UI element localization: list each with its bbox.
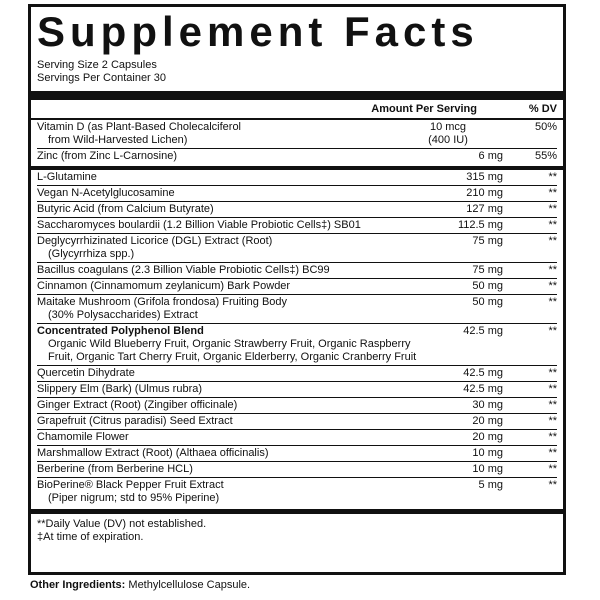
- panel-title: Supplement Facts: [37, 8, 479, 55]
- ingredient-dv: **: [548, 235, 557, 247]
- supplement-facts-panel: [28, 4, 566, 575]
- table-row: [37, 381, 557, 397]
- ingredient-dv: **: [548, 447, 557, 459]
- table-row: [37, 278, 557, 294]
- ingredient-dv: **: [548, 264, 557, 276]
- ingredient-name: Chamomile Flower: [37, 431, 129, 443]
- ingredient-dv: 50%: [534, 121, 557, 133]
- ingredient-amount: 5 mg: [478, 479, 503, 491]
- amount-header: Amount Per Serving: [371, 103, 477, 115]
- other-ingredients: [30, 579, 250, 591]
- table-row: [37, 233, 557, 262]
- ingredient-amount: 6 mg: [478, 150, 503, 162]
- ingredient-dv: **: [548, 399, 557, 411]
- ingredient-name: Vitamin D (as Plant-Based Cholecalciferol from Wild-Harvested Lichen): [37, 121, 241, 146]
- ingredient-amount: 20 mg: [472, 431, 503, 443]
- ingredient-amount: 50 mg: [472, 296, 503, 308]
- ingredient-dv: **: [548, 383, 557, 395]
- table-row: [37, 461, 557, 477]
- ingredient-amount: 75 mg: [472, 235, 503, 247]
- bottom-divider: [31, 509, 563, 514]
- table-row: [37, 120, 557, 148]
- ingredient-name: Saccharomyces boulardii (1.2 Billion Viable Probiotic Cells‡) SB01: [37, 219, 361, 231]
- footnotes: [37, 518, 557, 544]
- ingredient-dv: **: [548, 367, 557, 379]
- ingredient-amount: 10 mg: [472, 447, 503, 459]
- ingredient-name: Maitake Mushroom (Grifola frondosa) Fruiting Body (30% Polysaccharides) Extract: [37, 296, 288, 321]
- table-row: [37, 445, 557, 461]
- table-row: [37, 397, 557, 413]
- ingredient-dv: **: [548, 431, 557, 443]
- table-row: [37, 170, 557, 185]
- table-row: [37, 262, 557, 278]
- ingredient-dv: **: [548, 296, 557, 308]
- blend-row: [37, 323, 557, 365]
- table-row: [37, 477, 557, 506]
- footnote-dv: **Daily Value (DV) not established.: [37, 518, 207, 530]
- ingredient-amount: 112.5 mg: [457, 219, 503, 231]
- ingredient-dv: **: [548, 280, 557, 292]
- ingredient-amount: 50 mg: [472, 280, 503, 292]
- ingredient-name: L-Glutamine: [37, 171, 97, 183]
- column-header: [37, 102, 557, 116]
- ingredient-amount: 30 mg: [472, 399, 503, 411]
- ingredient-dv: **: [548, 219, 557, 231]
- ingredient-amount: 10 mg: [472, 463, 503, 475]
- ingredient-dv: **: [548, 187, 557, 199]
- ingredient-rows: [37, 170, 557, 506]
- ingredient-amount: 42.5 mg: [463, 383, 503, 395]
- ingredient-amount: 10 mcg (400 IU): [428, 121, 468, 146]
- ingredient-name: Ginger Extract (Root) (Zingiber officinale): [37, 399, 238, 411]
- table-row: [37, 201, 557, 217]
- table-row: [37, 429, 557, 445]
- blend-dv: **: [548, 325, 557, 337]
- ingredient-name: Slippery Elm (Bark) (Ulmus rubra): [37, 383, 203, 395]
- ingredient-name: Zinc (from Zinc L-Carnosine): [37, 150, 177, 162]
- ingredient-dv: **: [548, 463, 557, 475]
- ingredient-name: Cinnamon (Cinnamomum zeylanicum) Bark Powder: [37, 280, 291, 292]
- table-row: [37, 185, 557, 201]
- other-ingredients-label: Other Ingredients:: [30, 579, 126, 591]
- table-row: [37, 148, 557, 164]
- dv-header: % DV: [528, 103, 557, 115]
- footnote-expiration: ‡At time of expiration.: [37, 531, 144, 543]
- ingredient-name: Berberine (from Berberine HCL): [37, 463, 193, 475]
- ingredient-name: Grapefruit (Citrus paradisi) Seed Extract: [37, 415, 233, 427]
- blend-name: Concentrated Polyphenol Blend Organic Wild Blueberry Fruit, Organic Strawberry Fruit, Organic Raspberry Fruit, Organic Tart Cherry Fruit, Organic Elderberry, Organic Cranberry Fruit: [37, 325, 431, 364]
- table-row: [37, 294, 557, 323]
- ingredient-dv: **: [548, 415, 557, 427]
- ingredient-dv: **: [548, 479, 557, 491]
- table-row: [37, 217, 557, 233]
- serving-info: [37, 59, 557, 85]
- ingredient-dv: 55%: [534, 150, 557, 162]
- ingredient-amount: 210 mg: [466, 187, 503, 199]
- vitamin-rows: [37, 120, 557, 164]
- ingredient-name: Marshmallow Extract (Root) (Althaea officinalis): [37, 447, 269, 459]
- ingredient-name: Quercetin Dihydrate: [37, 367, 135, 379]
- blend-contents: Organic Wild Blueberry Fruit, Organic Strawberry Fruit, Organic Raspberry Fruit, Organic Tart Cherry Fruit, Organic Elderberry, Organic Cranberry Fruit: [48, 338, 417, 363]
- ingredient-dv: **: [548, 203, 557, 215]
- table-row: [37, 365, 557, 381]
- ingredient-amount: 315 mg: [466, 171, 503, 183]
- ingredient-name: BioPerine® Black Pepper Fruit Extract (Piper nigrum; std to 95% Piperine): [37, 479, 224, 504]
- table-row: [37, 413, 557, 429]
- ingredient-dv: **: [548, 171, 557, 183]
- servings-per-container: Servings Per Container 30: [37, 72, 167, 84]
- ingredient-amount: 20 mg: [472, 415, 503, 427]
- ingredient-amount: 127 mg: [466, 203, 503, 215]
- ingredient-amount: 75 mg: [472, 264, 503, 276]
- thick-divider: [31, 91, 563, 100]
- ingredient-name: Butyric Acid (from Calcium Butyrate): [37, 203, 214, 215]
- other-ingredients-value: Methylcellulose Capsule.: [125, 579, 251, 591]
- ingredient-name: Bacillus coagulans (2.3 Billion Viable Probiotic Cells‡) BC99: [37, 264, 330, 276]
- ingredient-name: Deglycyrrhizinated Licorice (DGL) Extract (Root) (Glycyrrhiza spp.): [37, 235, 273, 260]
- ingredient-name: Vegan N-Acetylglucosamine: [37, 187, 175, 199]
- serving-size: Serving Size 2 Capsules: [37, 59, 157, 71]
- blend-amount: 42.5 mg: [463, 325, 503, 337]
- ingredient-amount: 42.5 mg: [463, 367, 503, 379]
